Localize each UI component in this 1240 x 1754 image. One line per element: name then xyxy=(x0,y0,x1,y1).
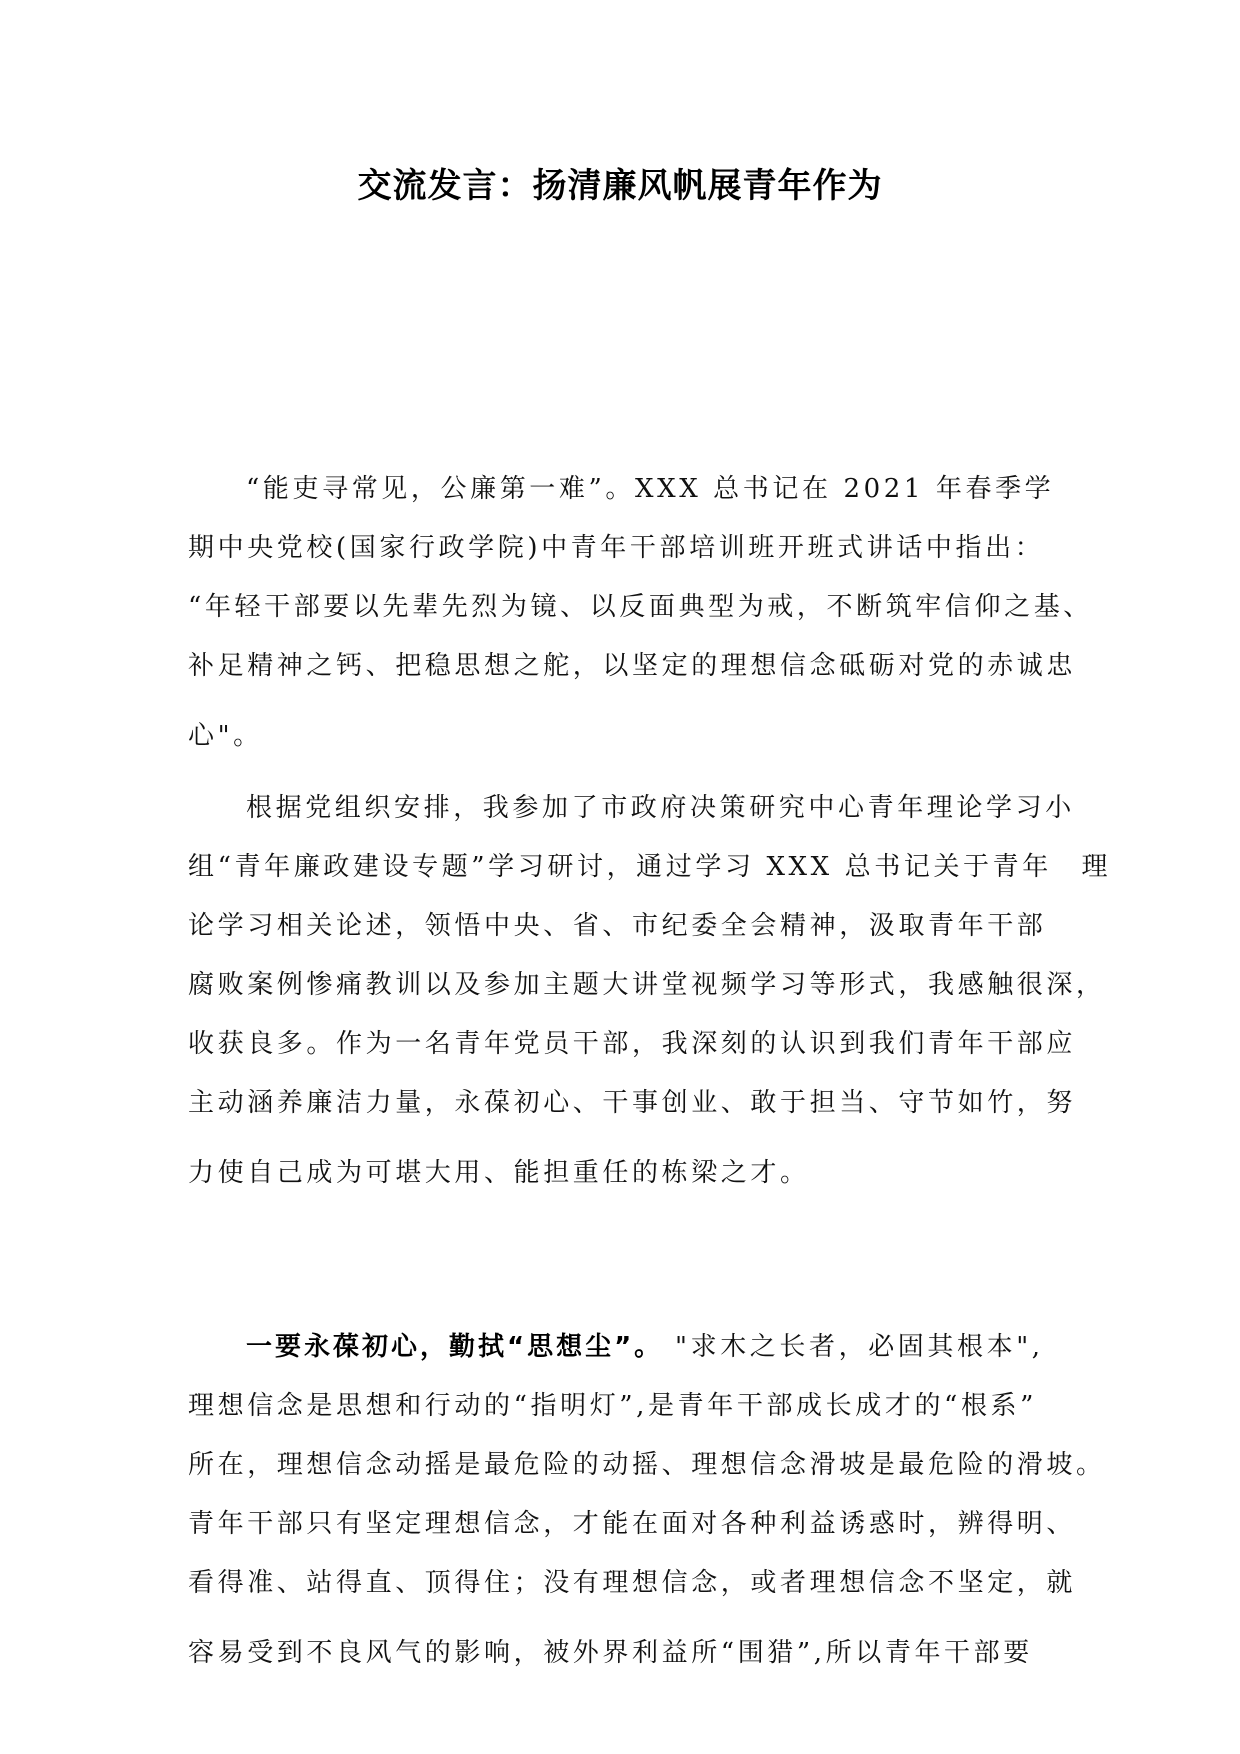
paragraph-line: 腐败案例惨痛教训以及参加主题大讲堂视频学习等形式，我感触很深， xyxy=(188,970,1106,1000)
paragraph-quote xyxy=(188,460,1093,766)
paragraph-line: 根据党组织安排，我参加了市政府决策研究中心青年理论学习小 xyxy=(246,793,1075,823)
paragraph-line: 心"。 xyxy=(188,721,263,751)
paragraph-first-line xyxy=(188,1318,1076,1377)
paragraph-line: 所在，理想信念动摇是最危险的动摇、理想信念滑坡是最危险的滑坡。 xyxy=(188,1450,1106,1480)
paragraph-line: 青年干部只有坚定理想信念，才能在面对各种利益诱惑时，辨得明、 xyxy=(188,1509,1077,1539)
paragraph-line: 组“青年廉政建设专题”学习研讨，通过学习 XXX 总书记关于青年 理 xyxy=(188,852,1112,882)
paragraph-line: “年轻干部要以先辈先烈为镜、以反面典型为戒，不断筑牢信仰之基、 xyxy=(188,592,1093,622)
paragraph-point-one xyxy=(188,1318,1106,1683)
paragraph-line: 收获良多。作为一名青年党员干部，我深刻的认识到我们青年干部应 xyxy=(188,1029,1077,1059)
paragraph-line: 看得准、站得直、顶得住；没有理想信念，或者理想信念不坚定，就 xyxy=(188,1568,1077,1598)
document-title: 交流发言：扬清廉风帆展青年作为 xyxy=(357,166,883,206)
paragraph-line: 期中央党校(国家行政学院)中青年干部培训班开班式讲话中指出： xyxy=(188,533,1045,563)
paragraph-line-tail: "求木之长者，必固其根本", xyxy=(663,1332,1044,1362)
paragraph-line: 理想信念是思想和行动的“指明灯”,是青年干部成长成才的“根系” xyxy=(188,1391,1038,1421)
paragraph-line: 力使自己成为可堪大用、能担重任的栋梁之才。 xyxy=(188,1158,810,1188)
paragraph-line: 补足精神之钙、把稳思想之舵，以坚定的理想信念砥砺对党的赤诚忠 xyxy=(188,651,1077,681)
paragraph-line: 主动涵养廉洁力量，永葆初心、干事创业、敢于担当、守节如竹，努 xyxy=(188,1088,1077,1118)
section-heading: 一要永葆初心，勤拭“思想尘”。 xyxy=(246,1332,664,1362)
paragraph-line: 论学习相关论述，领悟中央、省、市纪委全会精神，汲取青年干部 xyxy=(188,911,1047,941)
paragraph-line: 容易受到不良风气的影响，被外界利益所“围猎”,所以青年干部要 xyxy=(188,1638,1033,1668)
paragraph-intro xyxy=(188,779,1112,1203)
paragraph-line: “能吏寻常见，公廉第一难”。XXX 总书记在 2021 年春季学 xyxy=(246,474,1055,504)
